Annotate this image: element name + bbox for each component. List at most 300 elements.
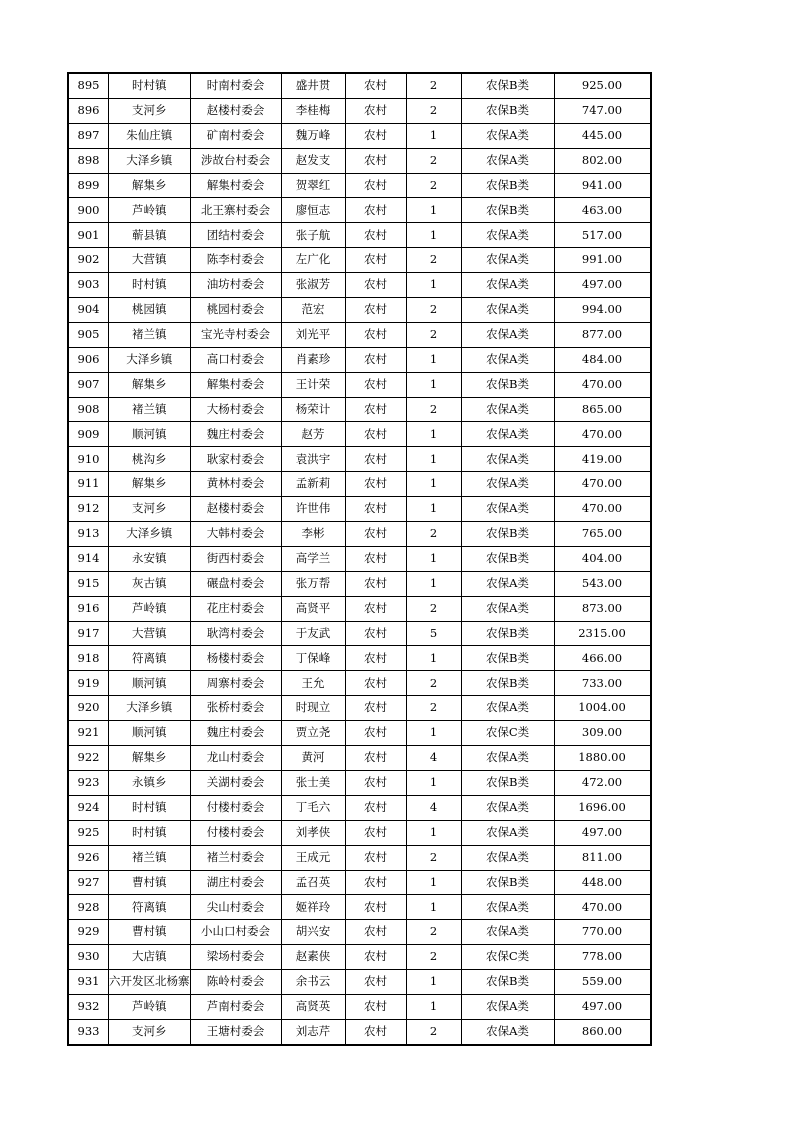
cell-village: 赵楼村委会 xyxy=(190,98,281,123)
table-row xyxy=(68,497,651,522)
table-row xyxy=(68,1019,651,1044)
cell-seq-no: 919 xyxy=(68,671,109,696)
cell-person-name: 高学兰 xyxy=(281,546,345,571)
cell-town: 桃园镇 xyxy=(109,298,191,323)
cell-household-type: 农村 xyxy=(345,870,406,895)
cell-member-count: 2 xyxy=(406,148,461,173)
cell-category: 农保A类 xyxy=(461,596,554,621)
cell-town: 芦岭镇 xyxy=(109,198,191,223)
cell-household-type: 农村 xyxy=(345,422,406,447)
cell-town: 永安镇 xyxy=(109,546,191,571)
cell-village: 耿湾村委会 xyxy=(190,621,281,646)
cell-member-count: 1 xyxy=(406,970,461,995)
table-row xyxy=(68,870,651,895)
cell-member-count: 2 xyxy=(406,596,461,621)
cell-seq-no: 926 xyxy=(68,845,109,870)
cell-person-name: 余书云 xyxy=(281,970,345,995)
cell-member-count: 2 xyxy=(406,845,461,870)
cell-household-type: 农村 xyxy=(345,671,406,696)
cell-amount: 1696.00 xyxy=(554,795,651,820)
cell-amount: 733.00 xyxy=(554,671,651,696)
cell-person-name: 贺翠红 xyxy=(281,173,345,198)
cell-town: 符离镇 xyxy=(109,895,191,920)
cell-village: 涉故台村委会 xyxy=(190,148,281,173)
cell-household-type: 农村 xyxy=(345,820,406,845)
cell-category: 农保A类 xyxy=(461,148,554,173)
cell-seq-no: 933 xyxy=(68,1019,109,1044)
cell-seq-no: 923 xyxy=(68,770,109,795)
table-row xyxy=(68,646,651,671)
table-row xyxy=(68,895,651,920)
cell-village: 碾盘村委会 xyxy=(190,571,281,596)
cell-town: 解集乡 xyxy=(109,472,191,497)
cell-seq-no: 925 xyxy=(68,820,109,845)
cell-amount: 802.00 xyxy=(554,148,651,173)
cell-household-type: 农村 xyxy=(345,273,406,298)
cell-member-count: 4 xyxy=(406,795,461,820)
cell-household-type: 农村 xyxy=(345,322,406,347)
cell-seq-no: 899 xyxy=(68,173,109,198)
cell-amount: 994.00 xyxy=(554,298,651,323)
cell-category: 农保A类 xyxy=(461,746,554,771)
cell-member-count: 1 xyxy=(406,994,461,1019)
cell-category: 农保A类 xyxy=(461,248,554,273)
cell-household-type: 农村 xyxy=(345,372,406,397)
cell-category: 农保A类 xyxy=(461,123,554,148)
cell-seq-no: 902 xyxy=(68,248,109,273)
cell-member-count: 1 xyxy=(406,895,461,920)
cell-person-name: 张子航 xyxy=(281,223,345,248)
cell-member-count: 1 xyxy=(406,571,461,596)
table-row xyxy=(68,347,651,372)
cell-amount: 463.00 xyxy=(554,198,651,223)
table-row xyxy=(68,422,651,447)
cell-seq-no: 930 xyxy=(68,945,109,970)
cell-member-count: 1 xyxy=(406,198,461,223)
cell-town: 大泽乡镇 xyxy=(109,148,191,173)
cell-town: 时村镇 xyxy=(109,820,191,845)
cell-person-name: 刘孝侠 xyxy=(281,820,345,845)
cell-amount: 860.00 xyxy=(554,1019,651,1044)
cell-amount: 1880.00 xyxy=(554,746,651,771)
cell-seq-no: 916 xyxy=(68,596,109,621)
cell-seq-no: 920 xyxy=(68,696,109,721)
cell-village: 耿家村委会 xyxy=(190,447,281,472)
cell-household-type: 农村 xyxy=(345,571,406,596)
cell-category: 农保A类 xyxy=(461,472,554,497)
table-body xyxy=(68,73,651,1045)
cell-household-type: 农村 xyxy=(345,994,406,1019)
cell-amount: 1004.00 xyxy=(554,696,651,721)
cell-amount: 419.00 xyxy=(554,447,651,472)
cell-household-type: 农村 xyxy=(345,721,406,746)
cell-household-type: 农村 xyxy=(345,945,406,970)
cell-village: 龙山村委会 xyxy=(190,746,281,771)
table-row xyxy=(68,671,651,696)
cell-person-name: 孟召英 xyxy=(281,870,345,895)
cell-member-count: 1 xyxy=(406,472,461,497)
cell-member-count: 1 xyxy=(406,347,461,372)
cell-household-type: 农村 xyxy=(345,546,406,571)
cell-household-type: 农村 xyxy=(345,248,406,273)
cell-category: 农保A类 xyxy=(461,994,554,1019)
cell-village: 杨楼村委会 xyxy=(190,646,281,671)
cell-town: 时村镇 xyxy=(109,795,191,820)
table-row xyxy=(68,920,651,945)
cell-village: 付楼村委会 xyxy=(190,795,281,820)
table-row xyxy=(68,298,651,323)
cell-town: 解集乡 xyxy=(109,173,191,198)
cell-household-type: 农村 xyxy=(345,596,406,621)
table-row xyxy=(68,98,651,123)
cell-person-name: 赵芳 xyxy=(281,422,345,447)
cell-person-name: 魏万峰 xyxy=(281,123,345,148)
cell-seq-no: 932 xyxy=(68,994,109,1019)
cell-village: 解集村委会 xyxy=(190,372,281,397)
cell-category: 农保A类 xyxy=(461,347,554,372)
cell-category: 农保B类 xyxy=(461,522,554,547)
cell-amount: 448.00 xyxy=(554,870,651,895)
cell-town: 解集乡 xyxy=(109,372,191,397)
cell-town: 大泽乡镇 xyxy=(109,347,191,372)
table-row xyxy=(68,845,651,870)
cell-seq-no: 924 xyxy=(68,795,109,820)
cell-person-name: 王允 xyxy=(281,671,345,696)
table-row xyxy=(68,596,651,621)
table-row xyxy=(68,770,651,795)
cell-amount: 747.00 xyxy=(554,98,651,123)
cell-town: 大店镇 xyxy=(109,945,191,970)
cell-village: 大杨村委会 xyxy=(190,397,281,422)
table-row xyxy=(68,522,651,547)
table-row xyxy=(68,198,651,223)
cell-village: 褚兰村委会 xyxy=(190,845,281,870)
cell-village: 王塘村委会 xyxy=(190,1019,281,1044)
cell-household-type: 农村 xyxy=(345,497,406,522)
cell-member-count: 1 xyxy=(406,646,461,671)
table-row xyxy=(68,148,651,173)
cell-person-name: 廖恒志 xyxy=(281,198,345,223)
cell-household-type: 农村 xyxy=(345,920,406,945)
cell-person-name: 李彬 xyxy=(281,522,345,547)
table-row xyxy=(68,248,651,273)
table-row xyxy=(68,571,651,596)
cell-person-name: 于友武 xyxy=(281,621,345,646)
cell-seq-no: 922 xyxy=(68,746,109,771)
cell-household-type: 农村 xyxy=(345,845,406,870)
cell-person-name: 许世伟 xyxy=(281,497,345,522)
cell-category: 农保A类 xyxy=(461,447,554,472)
cell-member-count: 5 xyxy=(406,621,461,646)
cell-household-type: 农村 xyxy=(345,73,406,98)
cell-town: 六开发区北杨寨 xyxy=(109,970,191,995)
cell-seq-no: 897 xyxy=(68,123,109,148)
cell-amount: 778.00 xyxy=(554,945,651,970)
cell-household-type: 农村 xyxy=(345,1019,406,1044)
cell-village: 小山口村委会 xyxy=(190,920,281,945)
cell-amount: 941.00 xyxy=(554,173,651,198)
cell-seq-no: 915 xyxy=(68,571,109,596)
cell-category: 农保A类 xyxy=(461,273,554,298)
cell-seq-no: 921 xyxy=(68,721,109,746)
cell-category: 农保A类 xyxy=(461,397,554,422)
table-row xyxy=(68,621,651,646)
cell-member-count: 2 xyxy=(406,98,461,123)
cell-household-type: 农村 xyxy=(345,770,406,795)
cell-member-count: 2 xyxy=(406,1019,461,1044)
cell-household-type: 农村 xyxy=(345,298,406,323)
cell-person-name: 张士美 xyxy=(281,770,345,795)
cell-member-count: 1 xyxy=(406,422,461,447)
table-row xyxy=(68,447,651,472)
cell-amount: 497.00 xyxy=(554,994,651,1019)
cell-category: 农保A类 xyxy=(461,223,554,248)
cell-amount: 925.00 xyxy=(554,73,651,98)
table-row xyxy=(68,472,651,497)
cell-category: 农保B类 xyxy=(461,671,554,696)
cell-household-type: 农村 xyxy=(345,472,406,497)
cell-town: 大营镇 xyxy=(109,621,191,646)
cell-category: 农保B类 xyxy=(461,870,554,895)
cell-person-name: 贾立尧 xyxy=(281,721,345,746)
cell-household-type: 农村 xyxy=(345,148,406,173)
cell-seq-no: 898 xyxy=(68,148,109,173)
table-row xyxy=(68,73,651,98)
cell-town: 解集乡 xyxy=(109,746,191,771)
cell-village: 时南村委会 xyxy=(190,73,281,98)
table-row xyxy=(68,322,651,347)
table-row xyxy=(68,397,651,422)
cell-household-type: 农村 xyxy=(345,223,406,248)
cell-village: 矿南村委会 xyxy=(190,123,281,148)
cell-village: 解集村委会 xyxy=(190,173,281,198)
cell-person-name: 李桂梅 xyxy=(281,98,345,123)
cell-seq-no: 918 xyxy=(68,646,109,671)
table-row xyxy=(68,223,651,248)
cell-town: 顺河镇 xyxy=(109,671,191,696)
cell-category: 农保B类 xyxy=(461,770,554,795)
table-row xyxy=(68,372,651,397)
cell-village: 陈李村委会 xyxy=(190,248,281,273)
cell-town: 大营镇 xyxy=(109,248,191,273)
cell-category: 农保A类 xyxy=(461,497,554,522)
cell-member-count: 2 xyxy=(406,671,461,696)
cell-person-name: 刘光平 xyxy=(281,322,345,347)
cell-person-name: 赵发支 xyxy=(281,148,345,173)
cell-person-name: 袁洪宇 xyxy=(281,447,345,472)
cell-town: 大泽乡镇 xyxy=(109,522,191,547)
cell-member-count: 1 xyxy=(406,870,461,895)
cell-household-type: 农村 xyxy=(345,646,406,671)
cell-town: 朱仙庄镇 xyxy=(109,123,191,148)
cell-village: 梁场村委会 xyxy=(190,945,281,970)
cell-town: 曹村镇 xyxy=(109,920,191,945)
cell-seq-no: 911 xyxy=(68,472,109,497)
cell-member-count: 2 xyxy=(406,397,461,422)
cell-category: 农保A类 xyxy=(461,422,554,447)
table-row xyxy=(68,795,651,820)
cell-amount: 470.00 xyxy=(554,372,651,397)
cell-amount: 811.00 xyxy=(554,845,651,870)
cell-village: 北王寨村委会 xyxy=(190,198,281,223)
cell-town: 大泽乡镇 xyxy=(109,696,191,721)
cell-seq-no: 929 xyxy=(68,920,109,945)
cell-household-type: 农村 xyxy=(345,447,406,472)
cell-category: 农保B类 xyxy=(461,621,554,646)
cell-member-count: 2 xyxy=(406,522,461,547)
cell-town: 时村镇 xyxy=(109,273,191,298)
cell-household-type: 农村 xyxy=(345,397,406,422)
cell-seq-no: 903 xyxy=(68,273,109,298)
cell-person-name: 姬祥玲 xyxy=(281,895,345,920)
table-row xyxy=(68,721,651,746)
cell-amount: 559.00 xyxy=(554,970,651,995)
cell-category: 农保B类 xyxy=(461,73,554,98)
cell-member-count: 1 xyxy=(406,123,461,148)
cell-person-name: 盛井贯 xyxy=(281,73,345,98)
cell-person-name: 丁毛六 xyxy=(281,795,345,820)
cell-household-type: 农村 xyxy=(345,173,406,198)
cell-village: 湖庄村委会 xyxy=(190,870,281,895)
cell-person-name: 肖素珍 xyxy=(281,347,345,372)
cell-amount: 991.00 xyxy=(554,248,651,273)
cell-person-name: 孟新莉 xyxy=(281,472,345,497)
cell-member-count: 1 xyxy=(406,447,461,472)
cell-village: 街西村委会 xyxy=(190,546,281,571)
cell-amount: 470.00 xyxy=(554,895,651,920)
cell-category: 农保B类 xyxy=(461,198,554,223)
cell-category: 农保A类 xyxy=(461,845,554,870)
cell-member-count: 1 xyxy=(406,497,461,522)
cell-village: 付楼村委会 xyxy=(190,820,281,845)
cell-category: 农保A类 xyxy=(461,696,554,721)
cell-member-count: 1 xyxy=(406,820,461,845)
cell-village: 团结村委会 xyxy=(190,223,281,248)
cell-village: 尖山村委会 xyxy=(190,895,281,920)
cell-person-name: 杨荣计 xyxy=(281,397,345,422)
cell-household-type: 农村 xyxy=(345,347,406,372)
cell-household-type: 农村 xyxy=(345,970,406,995)
cell-seq-no: 927 xyxy=(68,870,109,895)
cell-person-name: 左广化 xyxy=(281,248,345,273)
cell-amount: 765.00 xyxy=(554,522,651,547)
cell-category: 农保A类 xyxy=(461,795,554,820)
cell-seq-no: 901 xyxy=(68,223,109,248)
cell-amount: 865.00 xyxy=(554,397,651,422)
cell-seq-no: 900 xyxy=(68,198,109,223)
cell-seq-no: 928 xyxy=(68,895,109,920)
cell-member-count: 1 xyxy=(406,721,461,746)
cell-seq-no: 904 xyxy=(68,298,109,323)
cell-member-count: 2 xyxy=(406,322,461,347)
cell-household-type: 农村 xyxy=(345,895,406,920)
cell-member-count: 1 xyxy=(406,546,461,571)
cell-household-type: 农村 xyxy=(345,795,406,820)
table-row xyxy=(68,173,651,198)
cell-household-type: 农村 xyxy=(345,123,406,148)
cell-town: 灰古镇 xyxy=(109,571,191,596)
table-row xyxy=(68,696,651,721)
cell-amount: 877.00 xyxy=(554,322,651,347)
cell-town: 桃沟乡 xyxy=(109,447,191,472)
table-row xyxy=(68,746,651,771)
cell-town: 芦岭镇 xyxy=(109,596,191,621)
cell-seq-no: 907 xyxy=(68,372,109,397)
cell-seq-no: 906 xyxy=(68,347,109,372)
cell-amount: 497.00 xyxy=(554,273,651,298)
cell-town: 时村镇 xyxy=(109,73,191,98)
cell-village: 高口村委会 xyxy=(190,347,281,372)
cell-amount: 470.00 xyxy=(554,472,651,497)
cell-town: 曹村镇 xyxy=(109,870,191,895)
cell-amount: 543.00 xyxy=(554,571,651,596)
cell-category: 农保B类 xyxy=(461,970,554,995)
cell-member-count: 2 xyxy=(406,298,461,323)
cell-member-count: 2 xyxy=(406,173,461,198)
cell-category: 农保A类 xyxy=(461,820,554,845)
cell-person-name: 高贤英 xyxy=(281,994,345,1019)
cell-village: 黄林村委会 xyxy=(190,472,281,497)
cell-member-count: 2 xyxy=(406,73,461,98)
cell-seq-no: 909 xyxy=(68,422,109,447)
cell-village: 大韩村委会 xyxy=(190,522,281,547)
cell-seq-no: 912 xyxy=(68,497,109,522)
cell-person-name: 刘志芹 xyxy=(281,1019,345,1044)
cell-town: 褚兰镇 xyxy=(109,397,191,422)
cell-household-type: 农村 xyxy=(345,696,406,721)
cell-household-type: 农村 xyxy=(345,621,406,646)
cell-village: 油坊村委会 xyxy=(190,273,281,298)
cell-member-count: 4 xyxy=(406,746,461,771)
cell-amount: 770.00 xyxy=(554,920,651,945)
cell-member-count: 1 xyxy=(406,372,461,397)
cell-member-count: 1 xyxy=(406,770,461,795)
cell-category: 农保B类 xyxy=(461,173,554,198)
cell-town: 褚兰镇 xyxy=(109,322,191,347)
cell-amount: 2315.00 xyxy=(554,621,651,646)
cell-person-name: 黄河 xyxy=(281,746,345,771)
cell-amount: 309.00 xyxy=(554,721,651,746)
cell-seq-no: 917 xyxy=(68,621,109,646)
cell-town: 芦岭镇 xyxy=(109,994,191,1019)
cell-seq-no: 914 xyxy=(68,546,109,571)
cell-person-name: 范宏 xyxy=(281,298,345,323)
cell-category: 农保A类 xyxy=(461,298,554,323)
cell-village: 陈岭村委会 xyxy=(190,970,281,995)
cell-village: 赵楼村委会 xyxy=(190,497,281,522)
table-row xyxy=(68,820,651,845)
cell-person-name: 高贤平 xyxy=(281,596,345,621)
cell-village: 周寨村委会 xyxy=(190,671,281,696)
cell-category: 农保B类 xyxy=(461,546,554,571)
cell-town: 支河乡 xyxy=(109,497,191,522)
cell-member-count: 1 xyxy=(406,223,461,248)
cell-person-name: 胡兴安 xyxy=(281,920,345,945)
cell-person-name: 张万帮 xyxy=(281,571,345,596)
cell-village: 花庄村委会 xyxy=(190,596,281,621)
cell-amount: 466.00 xyxy=(554,646,651,671)
cell-amount: 873.00 xyxy=(554,596,651,621)
cell-household-type: 农村 xyxy=(345,98,406,123)
cell-person-name: 王计荣 xyxy=(281,372,345,397)
cell-category: 农保A类 xyxy=(461,920,554,945)
cell-person-name: 赵素侠 xyxy=(281,945,345,970)
cell-category: 农保B类 xyxy=(461,646,554,671)
cell-category: 农保C类 xyxy=(461,721,554,746)
cell-person-name: 丁保峰 xyxy=(281,646,345,671)
cell-amount: 404.00 xyxy=(554,546,651,571)
cell-seq-no: 931 xyxy=(68,970,109,995)
